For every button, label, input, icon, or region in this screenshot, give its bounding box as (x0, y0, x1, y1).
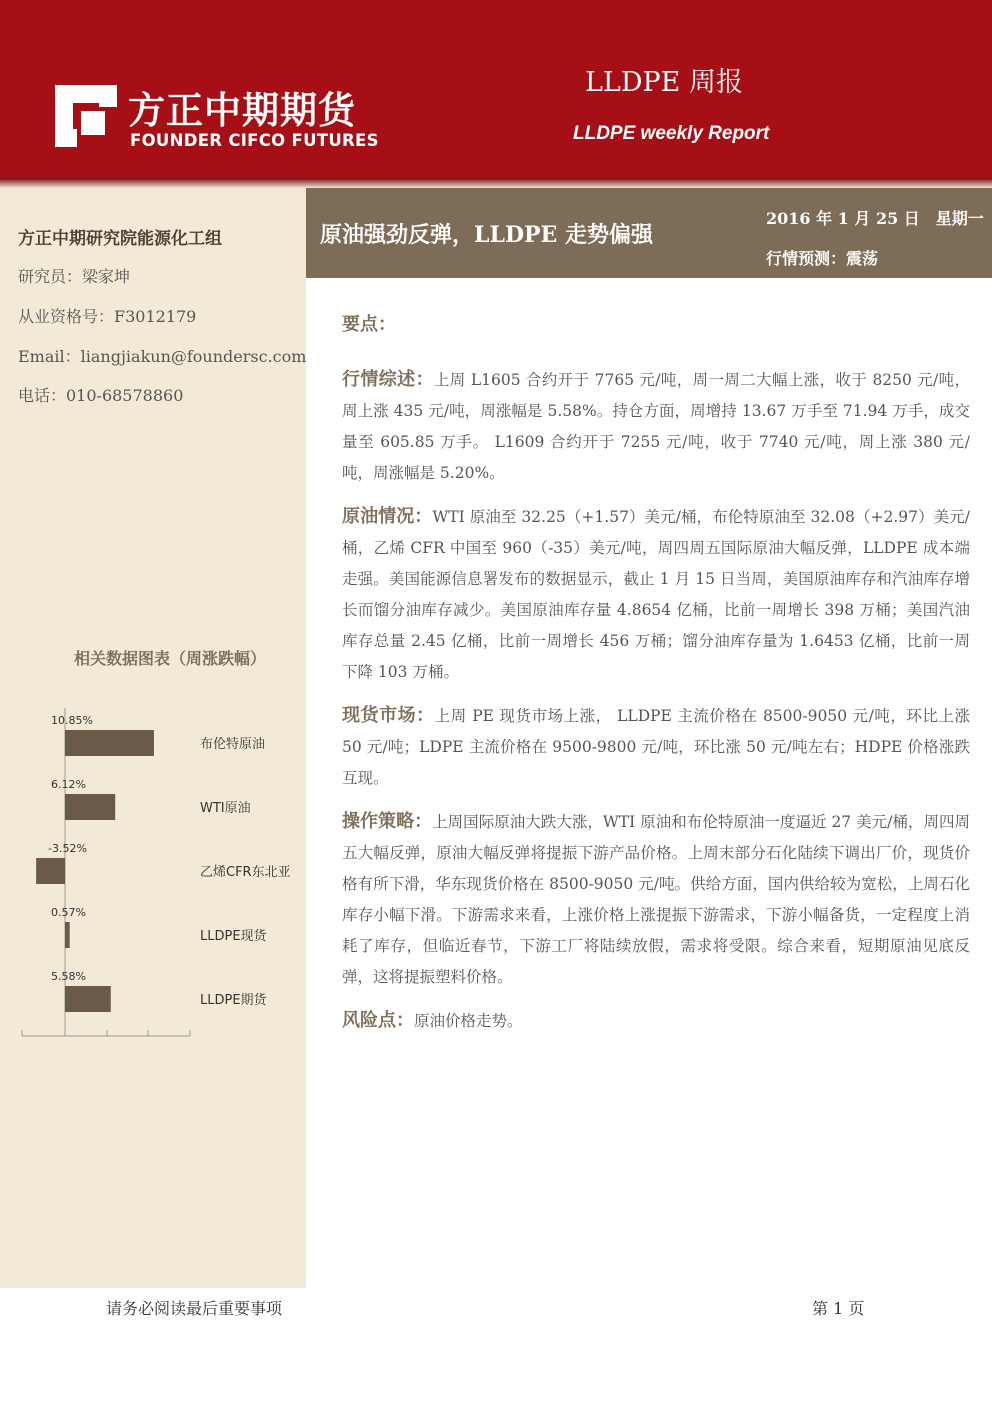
header-divider (0, 178, 992, 188)
section-risk (342, 1005, 970, 1037)
logo-cn: 方正中期期货 (128, 89, 356, 132)
research-group: 方正中期研究院能源化工组 (18, 229, 222, 249)
chart-data-label: 5.58% (51, 970, 86, 983)
section-crude-oil (342, 501, 970, 688)
report-title-cn: LLDPE 周报 (585, 67, 743, 98)
chart-bar (36, 858, 65, 884)
section-spot-market (342, 700, 970, 794)
chart-bar (65, 794, 115, 820)
chart-data-label: 10.85% (51, 714, 93, 727)
report-headline: 原油强劲反弹，LLDPE 走势偏强 (320, 222, 653, 248)
section-text: 上周 PE 现货市场上涨， LLDPE 主流价格在 8500-9050 元/吨，环比上涨 50 元/吨；LDPE 主流价格在 9500-9800 元/吨，环比涨 50 元/吨左右；HDPE 价格涨跌互现。 (342, 707, 970, 787)
section-market-review (342, 364, 970, 489)
weekly-change-chart (0, 700, 306, 1045)
section-text: WTI 原油至 32.25（+1.57）美元/桶，布伦特原油至 32.08（+2.97）美元/桶，乙烯 CFR 中国至 960（-35）美元/吨，周四周五国际原油大幅反弹，LLDPE 成本端走强。美国能源信息署发布的数据显示，截止 1 月 15 日当周，美国原油库存和汽油库存增长而馏分油库存减少。美国原油库存量 4.8654 亿桶，比前一周增长 398 万桶；美国汽油库存总量 2.45 亿桶，比前一周增长 456 万桶；馏分油库存量为 1.6453 亿桶，比前一周下降 103 万桶。 (342, 508, 971, 681)
section-label: 风险点： (342, 1010, 414, 1031)
chart-bar (65, 922, 70, 948)
section-text: 上周 L1605 合约开于 7765 元/吨，周一周二大幅上涨，收于 8250 元/吨， 周上涨 435 元/吨，周涨幅是 5.58%。持仓方面，周增持 13.67 万手至 71.94 万手，成交量至 605.85 万手。 L1609 合约开于 7255 元/吨，收于 7740 元/吨，周上涨 380 元/吨，周涨幅是 5.20%。 (342, 371, 971, 482)
chart-category-label: 布伦特原油 (200, 737, 266, 752)
section-strategy (342, 806, 970, 993)
main-content (342, 310, 970, 1049)
chart-data-label: -3.52% (48, 842, 87, 855)
logo-en: FOUNDER CIFCO FUTURES (130, 131, 379, 150)
market-forecast: 行情预测：震荡 (766, 249, 879, 268)
license-number: 从业资格号：F3012179 (18, 307, 197, 326)
chart-title: 相关数据图表（周涨跌幅） (74, 649, 267, 668)
email-address: Email：liangjiakun@foundersc.com (18, 347, 307, 366)
chart-data-label: 6.12% (51, 778, 86, 791)
section-text: 上周国际原油大跌大涨，WTI 原油和布伦特原油一度逼近 27 美元/桶，周四周五大幅反弹，原油大幅反弹将提振下游产品价格。上周末部分石化陆续下调出厂价，现货价格有所下滑，华东现货价格在 8500-9050 元/吨。供给方面，国内供给较为宽松，上周石化库存小幅下滑。下游需求来看，上涨价格上涨提振下游需求，下游小幅备货，一定程度上消耗了库存，但临近春节，下游工厂将陆续放假，需求将受限。综合来看，短期原油见底反弹，这将提振塑料价格。 (342, 813, 971, 986)
chart-category-label: WTI原油 (200, 801, 251, 816)
section-label: 操作策略： (342, 811, 433, 832)
footer-notice: 请务必阅读最后重要事项 (106, 1299, 283, 1318)
founder-logo-icon (55, 85, 117, 147)
chart-category-label: 乙烯CFR东北亚 (200, 865, 291, 880)
report-title-en: LLDPE weekly Report (573, 123, 770, 144)
report-date: 2016 年 1 月 25 日 星期一 (766, 209, 984, 228)
section-label: 行情综述： (342, 369, 434, 390)
chart-category-label: LLDPE期货 (200, 993, 267, 1008)
chart-category-label: LLDPE现货 (200, 929, 267, 944)
chart-bar (65, 730, 154, 756)
section-label: 现货市场： (342, 705, 435, 726)
chart-data-label: 0.57% (51, 906, 86, 919)
chart-bar (65, 986, 111, 1012)
section-label: 原油情况： (342, 506, 433, 527)
keypoints-heading: 要点： (342, 314, 396, 335)
analyst-name: 研究员：梁家坤 (18, 267, 131, 286)
page-number: 第 1 页 (812, 1299, 865, 1318)
section-text: 原油价格走势。 (414, 1012, 523, 1030)
phone-number: 电话：010-68578860 (18, 386, 184, 405)
